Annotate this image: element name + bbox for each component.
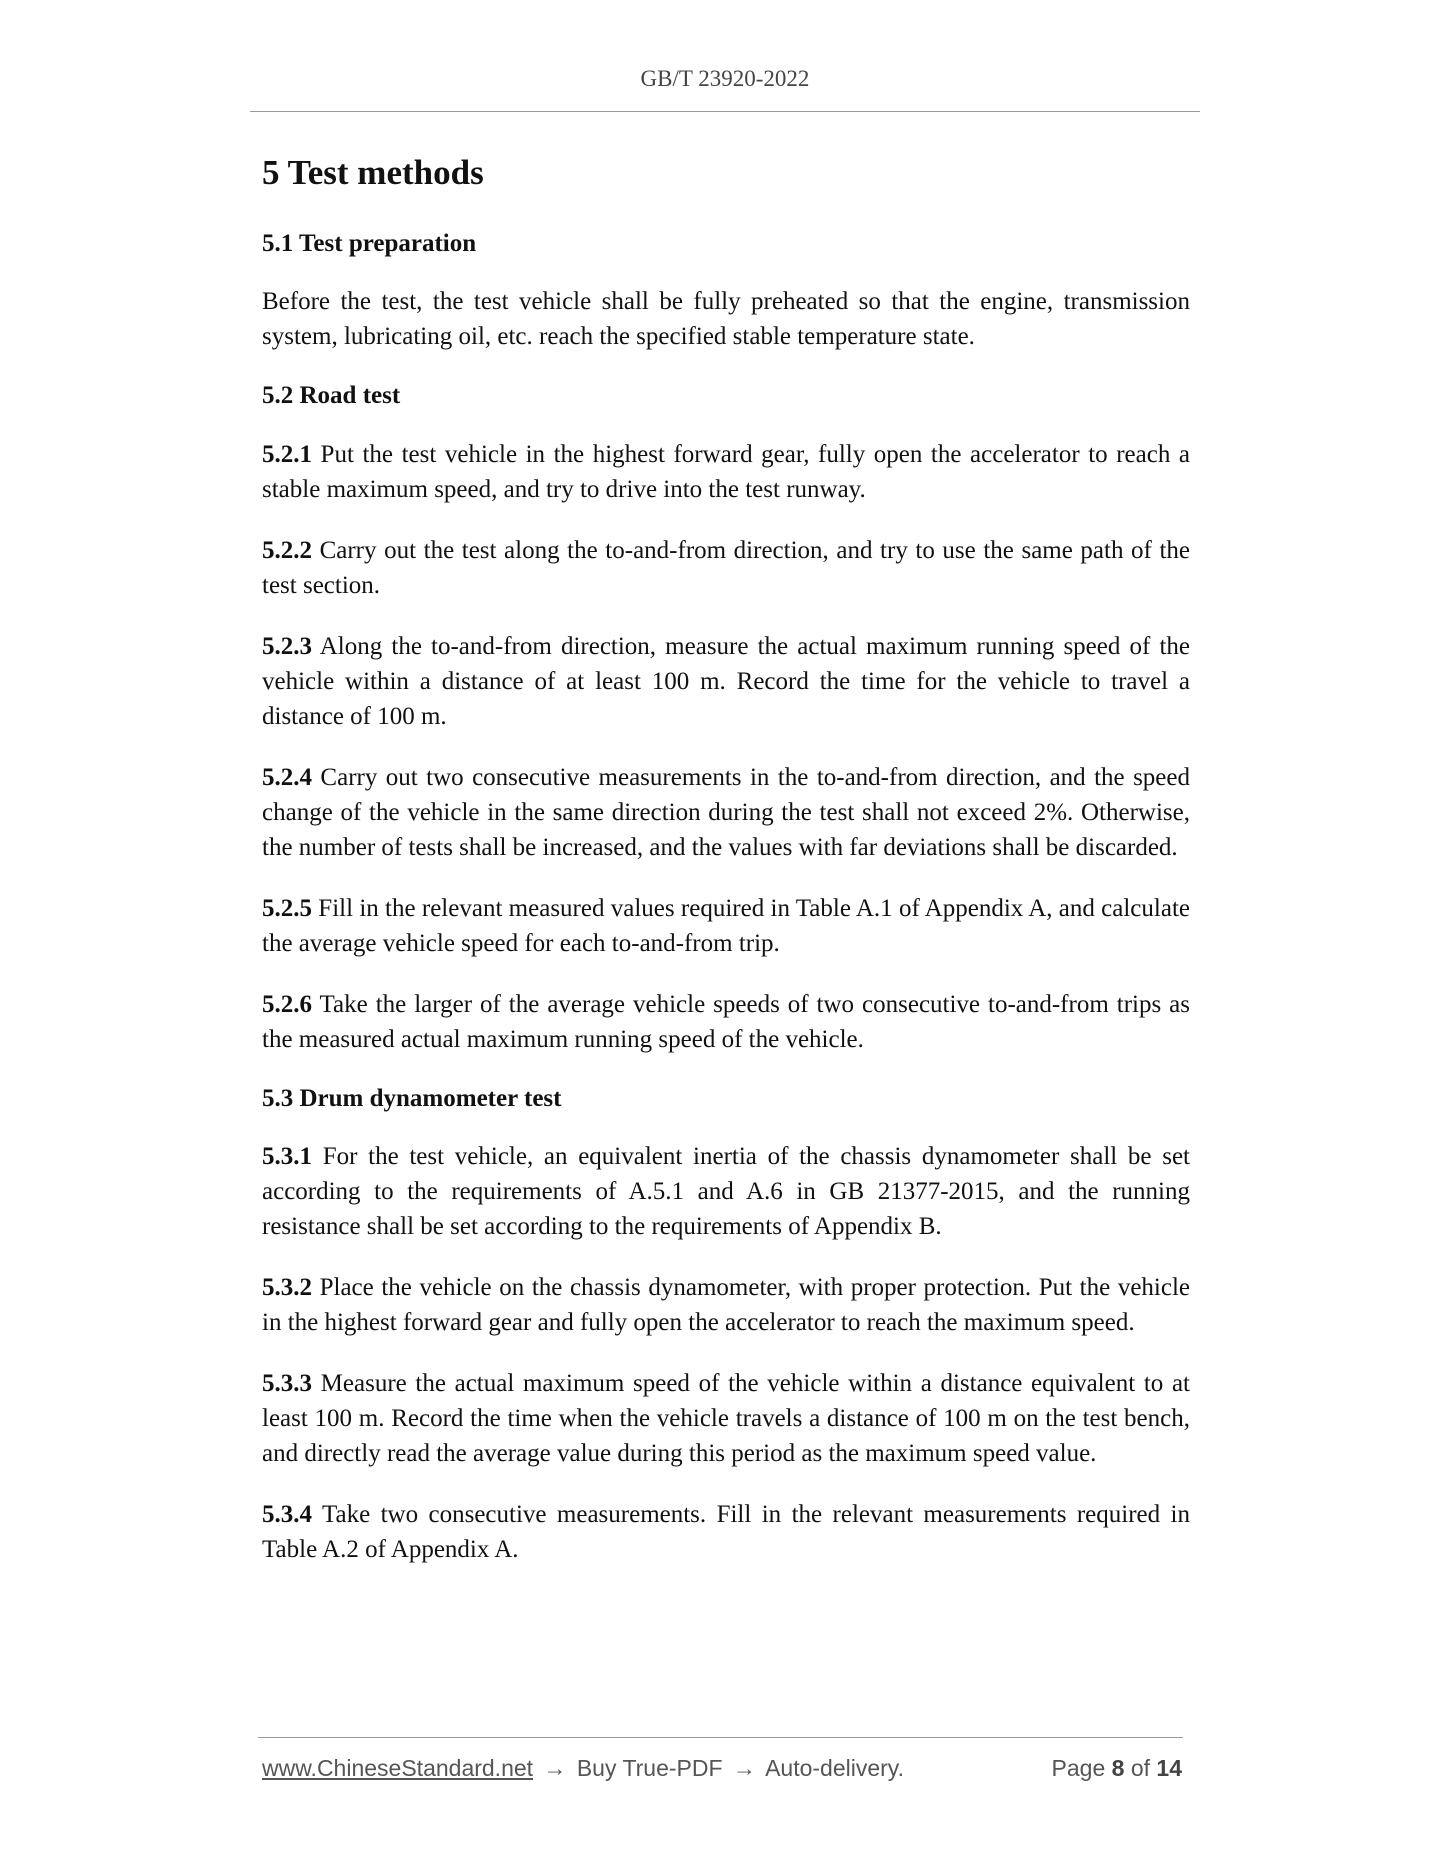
auto-delivery-text: Auto-delivery. (765, 1755, 904, 1781)
clause-number: 5.2.3 (262, 632, 312, 660)
clause-number: 5.3.3 (262, 1370, 312, 1397)
clause-number: 5.2.4 (262, 763, 312, 791)
page-footer (262, 1755, 1182, 1785)
clause-5-2-4 (262, 760, 1190, 865)
clause-number: 5.2.5 (262, 894, 312, 922)
header-divider (250, 111, 1200, 112)
clause-5-3-4 (262, 1497, 1190, 1567)
page-label: Page (1051, 1755, 1106, 1781)
footer-divider (258, 1737, 1183, 1738)
subsection-title-5-2: 5.2 Road test (262, 382, 401, 409)
clause-text: Put the test vehicle in the highest forward gear, fully open the accelerator to reach a stable maximum speed, and try to drive into the test runway. (262, 440, 1190, 503)
page-number (1052, 1755, 1182, 1782)
buy-pdf-text: Buy True-PDF (576, 1755, 723, 1781)
clause-text: Carry out two consecutive measurements in the to-and-from direction, and the speed change of the vehicle in the same direction during the test shall not exceed 2%. Otherwise, the number of tests shall be increased, and the values with far deviations shall be discarded. (262, 763, 1190, 861)
page-of: of (1130, 1755, 1151, 1781)
clause-number: 5.3.4 (262, 1501, 312, 1528)
clause-text: Fill in the relevant measured values required in Table A.1 of Appendix A, and calculate the average vehicle speed for each to-and-from trip. (262, 894, 1190, 957)
clause-5-3-3 (262, 1366, 1190, 1471)
page-current: 8 (1111, 1755, 1125, 1781)
clause-number: 5.2.6 (262, 990, 312, 1018)
page-total: 14 (1156, 1755, 1182, 1781)
clause-number: 5.3.1 (262, 1143, 312, 1170)
clause-5-2-1 (262, 437, 1190, 507)
clause-text: For the test vehicle, an equivalent inertia of the chassis dynamometer shall be set according to the requirements of A.5.1 and A.6 in GB 21377-2015, and the running resistance shall be set according to the requirements of Appendix B. (262, 1143, 1190, 1240)
clause-number: 5.2.1 (262, 440, 312, 468)
clause-text: Carry out the test along the to-and-from direction, and try to use the same path of the test section. (262, 536, 1190, 599)
section-title: 5 Test methods (262, 153, 484, 192)
paragraph-5-1: Before the test, the test vehicle shall be fully preheated so that the engine, transmission system, lubricating oil, etc. reach the specified stable temperature state. (262, 288, 1190, 350)
page-content (262, 150, 1190, 1593)
clause-number: 5.3.2 (262, 1274, 312, 1301)
clause-5-2-2 (262, 533, 1190, 603)
clause-5-2-6 (262, 987, 1190, 1057)
page-header: GB/T 23920-2022 (640, 66, 810, 91)
clause-text: Place the vehicle on the chassis dynamometer, with proper protection. Put the vehicle in the highest forward gear and fully open the accelerator to reach the maximum speed. (262, 1274, 1190, 1336)
clause-5-3-1 (262, 1139, 1190, 1244)
clause-5-3-2 (262, 1270, 1190, 1340)
clause-5-2-3 (262, 629, 1190, 734)
clause-text: Take the larger of the average vehicle speeds of two consecutive to-and-from trips as the measured actual maximum running speed of the vehicle. (262, 990, 1190, 1053)
clause-text: Measure the actual maximum speed of the vehicle within a distance equivalent to at least 100 m. Record the time when the vehicle travels a distance of 100 m on the test bench, and directly read the average value during this period as the maximum speed value. (262, 1370, 1190, 1467)
clause-number: 5.2.2 (262, 536, 312, 564)
footer-promo (262, 1755, 904, 1782)
website-link[interactable]: www.ChineseStandard.net (262, 1755, 534, 1781)
clause-5-2-5 (262, 891, 1190, 961)
arrow-right-icon: → (543, 1755, 567, 1781)
subsection-title-5-3: 5.3 Drum dynamometer test (262, 1084, 562, 1112)
clause-text: Along the to-and-from direction, measure the actual maximum running speed of the vehicle within a distance of at least 100 m. Record the time for the vehicle to travel a distance of 100 m. (262, 632, 1190, 730)
subsection-title-5-1: 5.1 Test preparation (262, 229, 477, 257)
arrow-right-icon: → (732, 1755, 756, 1781)
clause-text: Take two consecutive measurements. Fill in the relevant measurements required in Table A.2 of Appendix A. (262, 1501, 1190, 1563)
